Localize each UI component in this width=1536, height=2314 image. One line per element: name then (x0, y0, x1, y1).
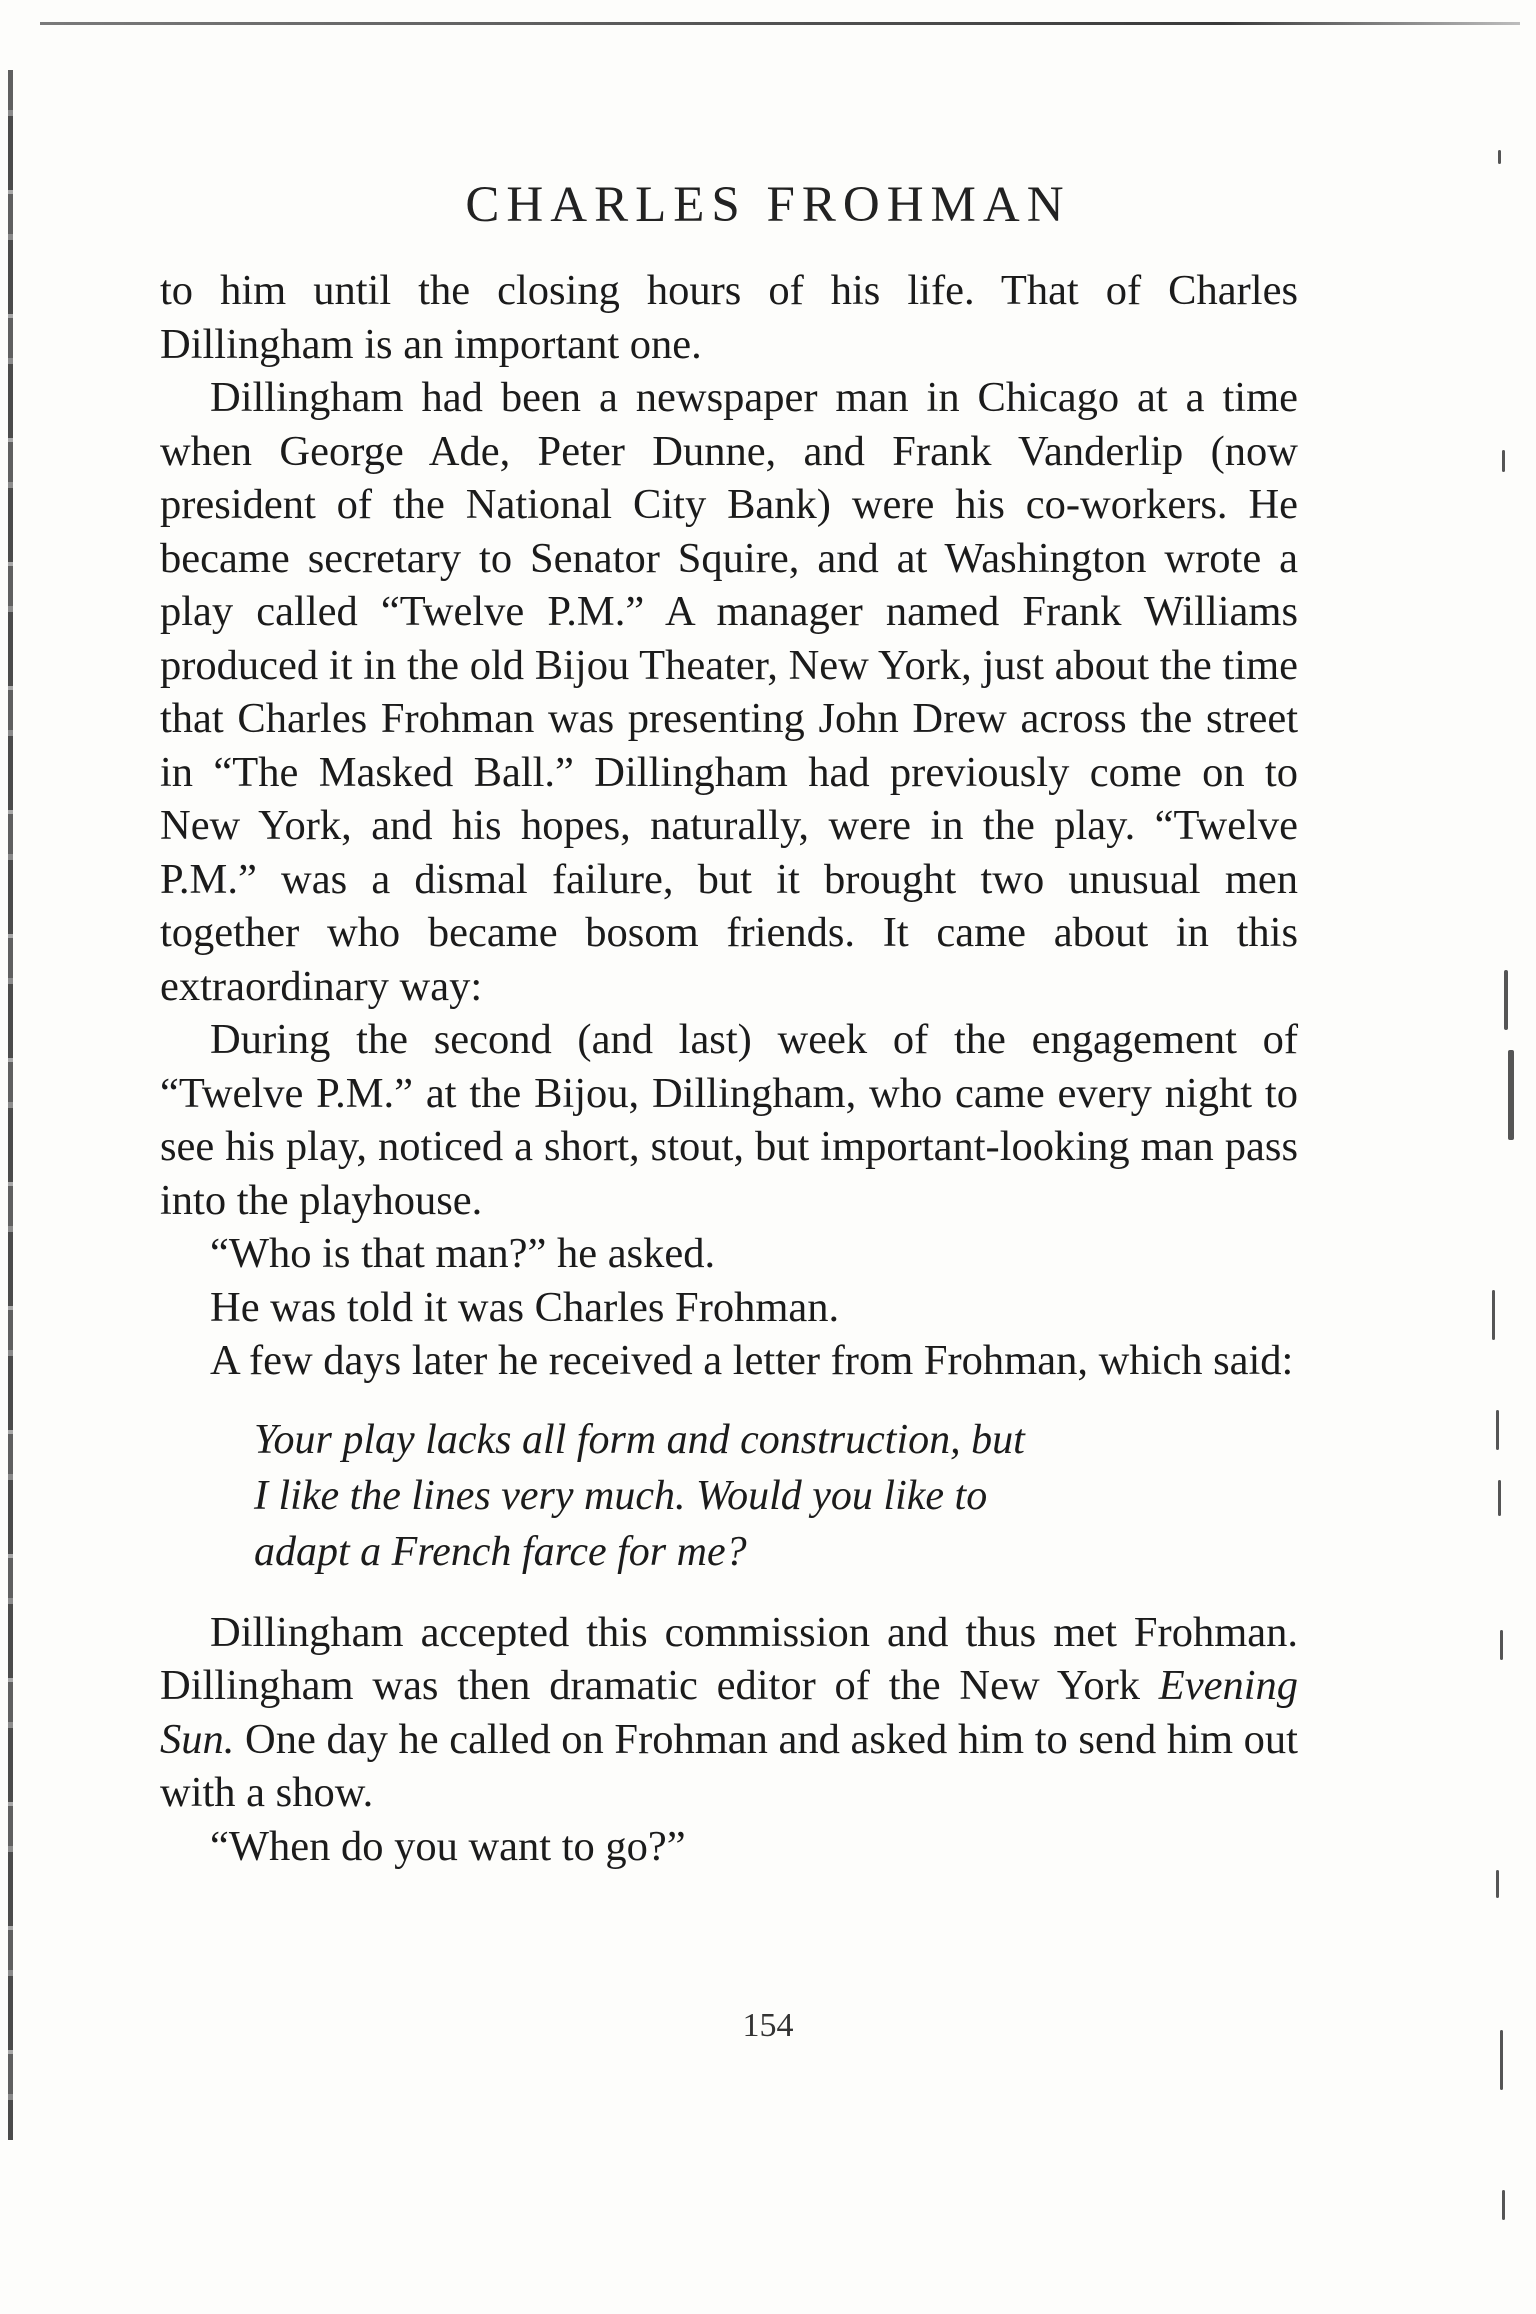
paragraph: He was told it was Charles Frohman. (210, 1283, 840, 1331)
body-text (160, 264, 1298, 1873)
page-edge-marks (1488, 150, 1518, 2210)
letter-quote (160, 1412, 1254, 1580)
binding-edge (8, 70, 13, 2140)
paragraph: Dillingham had been a newspaper man in Chicago at a time when George Ade, Peter Dunne, and Frank Vanderlip (now president of the National City Bank) were his co-workers. He became secretary to Senator Squire, and at Washington wrote a play called “Twelve P.M.” A manager named Frank Williams produced it in the old Bijou Theater, New York, just about the time that Charles Frohman was presenting John Drew across the street in “The Masked Ball.” Dillingham had previously come on to New York, and his hopes, naturally, were in the play. “Twelve P.M.” was a dismal failure, but it brought two unusual men together who became bosom friends. It came about in this extraordinary way: (160, 374, 1298, 1010)
paragraph (160, 1606, 1298, 1820)
paragraph: During the second (and last) week of the engagement of “Twelve P.M.” at the Bijou, Dillingham, who came every night to see his play, noticed a short, stout, but important-looking man pass into the playhouse. (160, 1016, 1298, 1224)
newspaper-title: Evening Sun. (160, 1662, 1298, 1763)
paragraph-text: Dillingham accepted this commission and thus met Frohman. Dillingham was then dramatic editor of the New York (160, 1608, 1298, 1709)
letter-line: I like the lines very much. Would you like to (254, 1472, 988, 1519)
running-head: CHARLES FROHMAN (465, 177, 1071, 233)
paragraph-text: One day he called on Frohman and asked him to send him out with a show. (160, 1715, 1298, 1816)
paragraph: “When do you want to go?” (210, 1822, 686, 1870)
paragraph: A few days later he received a letter from Frohman, which said: (210, 1337, 1294, 1384)
top-rule (40, 22, 1520, 25)
letter-line: Your play lacks all form and construction, but (254, 1416, 1025, 1463)
letter-line: adapt a French farce for me? (254, 1528, 747, 1575)
page-number: 154 (742, 2007, 794, 2044)
paragraph: “Who is that man?” he asked. (210, 1230, 716, 1277)
paragraph: to him until the closing hours of his life. That of Charles Dillingham is an important one. (160, 267, 1298, 368)
